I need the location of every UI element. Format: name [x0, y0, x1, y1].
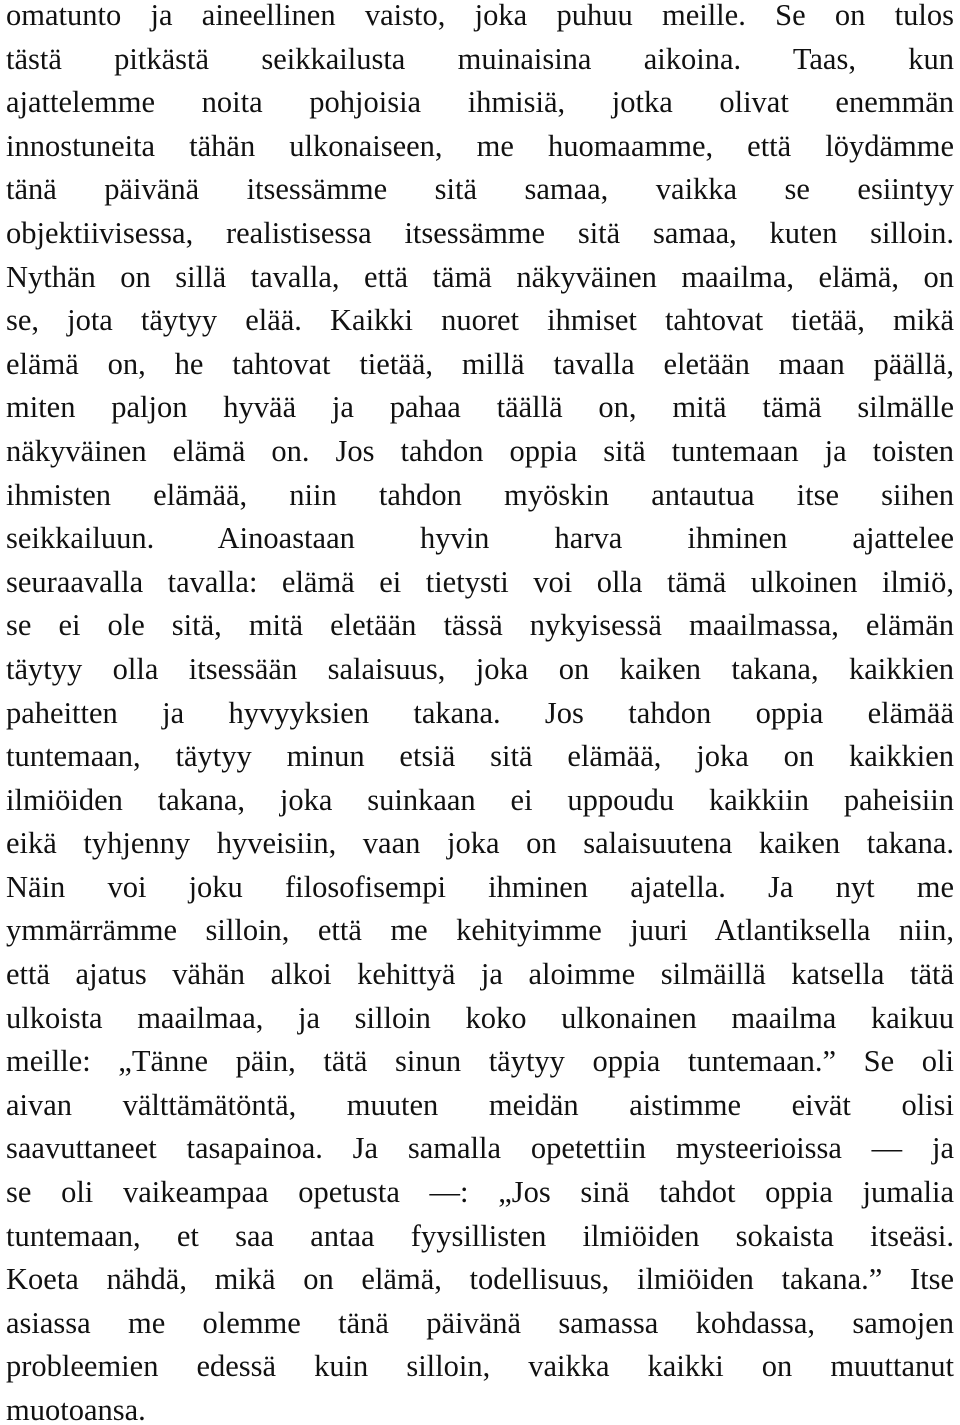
text-line: ilmiöiden takana, joka suinkaan ei uppoudu kaikkiin paheisiin: [6, 782, 954, 817]
text-line: että ajatus vähän alkoi kehittyä ja aloimme silmäillä katsella tätä: [6, 957, 954, 992]
text-line: elämä on, he tahtovat tietää, millä tavalla eletään maan päällä,: [6, 346, 954, 381]
text-line: saavuttaneet tasapainoa. Ja samalla opetettiin mysteerioissa — ja: [6, 1131, 954, 1166]
text-line: se, jota täytyy elää. Kaikki nuoret ihmiset tahtovat tietää, mikä: [6, 303, 954, 338]
text-line: Nythän on sillä tavalla, että tämä näkyväinen maailma, elämä, on: [6, 259, 954, 294]
text-line: muotoansa.: [6, 1393, 146, 1425]
text-line: täytyy olla itsessään salaisuus, joka on kaiken takana, kaikkien: [6, 651, 954, 686]
text-line: ulkoista maailmaa, ja silloin koko ulkonainen maailma kaikuu: [6, 1000, 954, 1035]
text-line: tuntemaan, täytyy minun etsiä sitä elämää, joka on kaikkien: [6, 739, 954, 774]
text-line: objektiivisessa, realistisessa itsessämme sitä samaa, kuten silloin.: [6, 215, 954, 250]
text-line: omatunto ja aineellinen vaisto, joka puhuu meille. Se on tulos: [6, 0, 954, 32]
text-line: meille: „Tänne päin, tätä sinun täytyy oppia tuntemaan.” Se oli: [6, 1044, 954, 1079]
text-line: se ei ole sitä, mitä eletään tässä nykyisessä maailmassa, elämän: [6, 608, 954, 643]
text-line: näkyväinen elämä on. Jos tahdon oppia sitä tuntemaan ja toisten: [6, 433, 954, 468]
text-line: tästä pitkästä seikkailusta muinaisina aikoina. Taas, kun: [6, 41, 954, 76]
text-line: aivan välttämätöntä, muuten meidän aistimme eivät olisi: [6, 1087, 954, 1122]
text-line: Näin voi joku filosofisempi ihminen ajatella. Ja nyt me: [6, 869, 954, 904]
text-line: miten paljon hyvää ja pahaa täällä on, mitä tämä silmälle: [6, 390, 954, 425]
text-line: probleemien edessä kuin silloin, vaikka kaikki on muuttanut: [6, 1349, 954, 1384]
text-line: se oli vaikeampaa opetusta —: „Jos sinä tahdot oppia jumalia: [6, 1175, 954, 1210]
text-line: seikkailuun. Ainoastaan hyvin harva ihminen ajattelee: [6, 521, 954, 556]
text-line: tuntemaan, et saa antaa fyysillisten ilmiöiden sokaista itseäsi.: [6, 1218, 954, 1253]
text-line: ymmärrämme silloin, että me kehityimme juuri Atlantiksella niin,: [6, 913, 954, 948]
text-line: ihmisten elämää, niin tahdon myöskin antautua itse siihen: [6, 477, 954, 512]
text-line: innostuneita tähän ulkonaiseen, me huomaamme, että löydämme: [6, 128, 954, 163]
text-line: tänä päivänä itsessämme sitä samaa, vaikka se esiintyy: [6, 172, 954, 207]
text-line: Koeta nähdä, mikä on elämä, todellisuus, ilmiöiden takana.” Itse: [6, 1262, 954, 1297]
text-line: asiassa me olemme tänä päivänä samassa kohdassa, samojen: [6, 1305, 954, 1340]
text-line: ajattelemme noita pohjoisia ihmisiä, jotka olivat enemmän: [6, 85, 954, 120]
text-line: eikä tyhjenny hyveisiin, vaan joka on salaisuutena kaiken takana.: [6, 826, 954, 861]
text-line: seuraavalla tavalla: elämä ei tietysti voi olla tämä ulkoinen ilmiö,: [6, 564, 954, 599]
text-line: paheitten ja hyvyyksien takana. Jos tahdon oppia elämää: [6, 695, 954, 730]
